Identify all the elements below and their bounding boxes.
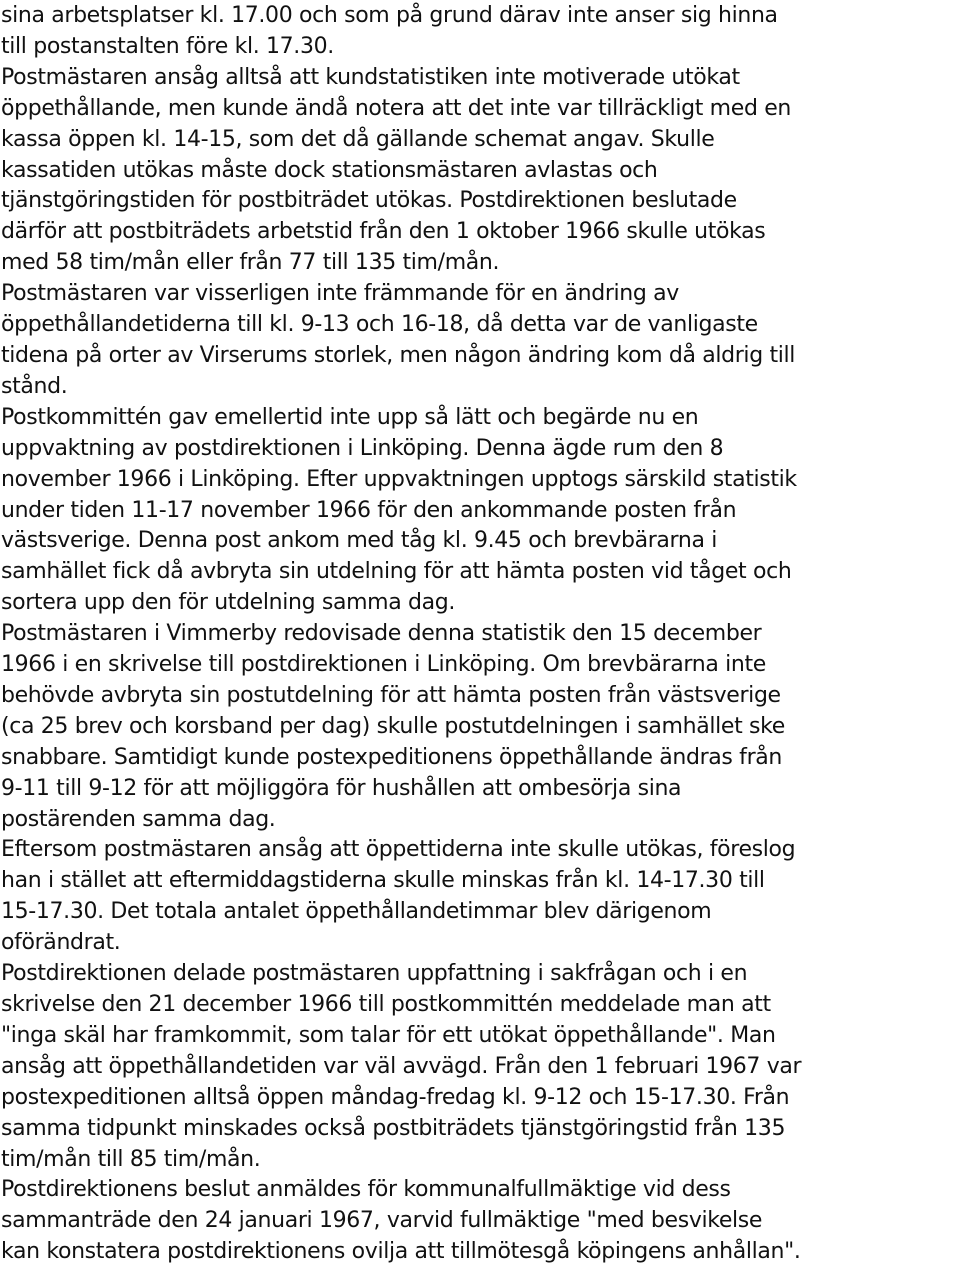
text-line: november 1966 i Linköping. Efter uppvaktningen upptogs särskild statistik xyxy=(1,466,797,492)
text-line: postärenden samma dag. xyxy=(1,806,276,832)
text-line: 15-17.30. Det totala antalet öppethållandetimmar blev därigenom xyxy=(1,899,712,925)
text-line: 9-11 till 9-12 för att möjliggöra för hushållen att ombesörja sina xyxy=(1,775,682,801)
text-line: snabbare. Samtidigt kunde postexpeditionens öppethållande ändras från xyxy=(1,744,782,770)
text-line: samma tidpunkt minskades också postbiträdets tjänstgöringstid från 135 xyxy=(1,1115,786,1141)
text-line: med 58 tim/mån eller från 77 till 135 tim/mån. xyxy=(1,250,500,276)
text-line: sammanträde den 24 januari 1967, varvid fullmäktige "med besvikelse xyxy=(1,1208,763,1234)
text-line: sina arbetsplatser kl. 17.00 och som på grund därav inte anser sig hinna xyxy=(1,3,778,28)
text-line: öppethållande, men kunde ändå notera att det inte var tillräckligt med en xyxy=(1,95,791,121)
text-line: Postmästaren var visserligen inte främmande för en ändring av xyxy=(1,281,679,307)
text-line: kassa öppen kl. 14-15, som det då gällande schemat angav. Skulle xyxy=(1,126,715,152)
text-line: Postdirektionens beslut anmäldes för kommunalfullmäktige vid dess xyxy=(1,1177,731,1203)
text-line: samhället fick då avbryta sin utdelning för att hämta posten vid tåget och xyxy=(1,559,792,585)
text-line: behövde avbryta sin postutdelning för att hämta posten från västsverige xyxy=(1,682,781,708)
body-text xyxy=(1,1,960,1268)
text-line: till postanstalten före kl. 17.30. xyxy=(1,33,334,59)
text-line: västsverige. Denna post ankom med tåg kl. 9.45 och brevbärarna i xyxy=(1,528,717,554)
text-line: kan konstatera postdirektionens ovilja att tillmötesgå köpingens anhållan". xyxy=(1,1239,801,1265)
text-line: kassatiden utökas måste dock stationsmästaren avlastas och xyxy=(1,157,658,183)
text-line: ansåg att öppethållandetiden var väl avvägd. Från den 1 februari 1967 var xyxy=(1,1053,802,1079)
text-line: tjänstgöringstiden för postbiträdet utökas. Postdirektionen beslutade xyxy=(1,188,737,214)
text-line: tim/mån till 85 tim/mån. xyxy=(1,1146,261,1172)
text-line: stånd. xyxy=(1,373,68,399)
text-line: tidena på orter av Virserums storlek, men någon ändring kom då aldrig till xyxy=(1,342,796,368)
text-line: skrivelse den 21 december 1966 till postkommittén meddelade man att xyxy=(1,992,771,1017)
text-line: han i stället att eftermiddagstiderna skulle minskas från kl. 14-17.30 till xyxy=(1,868,765,894)
text-line: (ca 25 brev och korsband per dag) skulle postutdelningen i samhället ske xyxy=(1,713,785,739)
text-line: 1966 i en skrivelse till postdirektionen i Linköping. Om brevbärarna inte xyxy=(1,652,766,678)
text-line: under tiden 11-17 november 1966 för den ankommande posten från xyxy=(1,497,737,523)
text-line: Postdirektionen delade postmästaren uppfattning i sakfrågan och i en xyxy=(1,961,748,987)
text-line: öppethållandetiderna till kl. 9-13 och 16-18, då detta var de vanligaste xyxy=(1,312,758,338)
text-line: "inga skäl har framkommit, som talar för ett utökat öppethållande". Man xyxy=(1,1022,776,1048)
text-line: Postmästaren i Vimmerby redovisade denna statistik den 15 december xyxy=(1,621,762,647)
text-line: därför att postbiträdets arbetstid från den 1 oktober 1966 skulle utökas xyxy=(1,219,766,245)
text-line: postexpeditionen alltså öppen måndag-fredag kl. 9-12 och 15-17.30. Från xyxy=(1,1084,790,1110)
text-line: oförändrat. xyxy=(1,930,121,956)
text-line: sortera upp den för utdelning samma dag. xyxy=(1,590,456,616)
text-line: Postmästaren ansåg alltså att kundstatistiken inte motiverade utökat xyxy=(1,64,740,90)
text-line: Postkommittén gav emellertid inte upp så lätt och begärde nu en xyxy=(1,404,699,430)
text-line: uppvaktning av postdirektionen i Linköping. Denna ägde rum den 8 xyxy=(1,435,724,461)
text-line: Eftersom postmästaren ansåg att öppettiderna inte skulle utökas, föreslog xyxy=(1,837,796,863)
